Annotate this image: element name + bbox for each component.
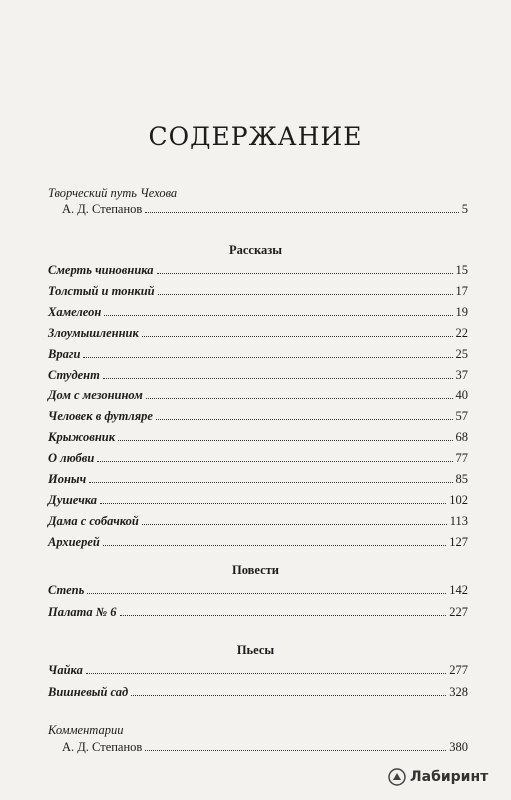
toc-entry xyxy=(48,425,468,445)
toc-entry xyxy=(48,467,468,487)
toc-entry xyxy=(48,258,468,278)
labirint-logo-icon xyxy=(388,768,406,786)
toc-entry xyxy=(48,658,468,678)
toc-entry-page: 57 xyxy=(455,409,468,424)
toc-entry-title: Толстый и тонкий xyxy=(48,283,155,298)
toc-entry-title: Палата № 6 xyxy=(48,604,117,619)
intro-heading: Творческий путь Чехова xyxy=(48,186,178,200)
dot-leader xyxy=(118,440,452,441)
toc-entry-title: Хамелеон xyxy=(48,304,102,319)
toc-entry-page: 68 xyxy=(455,430,468,445)
commentary-page: 380 xyxy=(449,740,468,754)
toc-entry-title: Злоумышленник xyxy=(48,325,139,340)
toc-entry-title: Архиерей xyxy=(48,534,100,549)
dot-leader xyxy=(145,212,458,213)
dot-leader xyxy=(87,593,446,594)
toc-entry-title: Вишневый сад xyxy=(48,684,129,699)
dot-leader xyxy=(104,315,452,316)
dot-leader xyxy=(103,378,453,379)
toc-entry-title: Смерть чиновника xyxy=(48,263,154,277)
toc-entry-title: Враги xyxy=(48,346,81,361)
toc-entry xyxy=(48,404,468,424)
dot-leader xyxy=(156,419,453,420)
intro-author: А. Д. Степанов xyxy=(62,202,143,216)
toc-entry xyxy=(48,446,468,466)
toc-entry xyxy=(48,321,468,341)
dot-leader xyxy=(145,750,446,751)
intro-page: 5 xyxy=(461,202,468,216)
dot-leader xyxy=(89,482,452,483)
toc-entry xyxy=(48,530,468,550)
commentary-entry xyxy=(62,735,468,755)
toc-entry-title: Душечка xyxy=(48,492,98,507)
toc-entry-page: 328 xyxy=(449,684,468,699)
toc-entry-page: 40 xyxy=(455,388,468,403)
toc-entry-title: Чайка xyxy=(48,663,83,677)
toc-entry-page: 77 xyxy=(455,451,468,466)
intro-entry xyxy=(62,197,468,217)
toc-entry-page: 85 xyxy=(455,472,468,486)
toc-entry-page: 15 xyxy=(455,263,468,277)
dot-leader xyxy=(142,336,453,337)
watermark-text: Лабиринт xyxy=(410,769,489,785)
dot-leader xyxy=(158,294,453,295)
toc-entry-title: Студент xyxy=(48,367,100,382)
dot-leader xyxy=(103,545,446,546)
commentary-heading: Комментарии xyxy=(48,723,124,737)
toc-entry xyxy=(48,342,468,362)
toc-entry xyxy=(48,279,468,299)
toc-entry-title: Дом с мезонином xyxy=(48,388,143,403)
toc-entry xyxy=(48,363,468,383)
toc-entry-page: 102 xyxy=(449,492,468,507)
toc-entry-page: 22 xyxy=(455,325,468,340)
toc-entry-title: Ионыч xyxy=(48,472,87,486)
toc-entry-page: 25 xyxy=(455,346,468,361)
dot-leader xyxy=(86,673,446,674)
section-heading-plays: Пьесы xyxy=(236,643,275,657)
toc-entry-title: О любви xyxy=(48,451,95,466)
toc-entry xyxy=(48,488,468,508)
toc-entry-title: Степь xyxy=(48,583,85,597)
toc-entry xyxy=(48,509,468,529)
dot-leader xyxy=(131,695,446,696)
toc-entry-page: 227 xyxy=(449,604,468,619)
dot-leader xyxy=(100,503,446,504)
toc-entry xyxy=(48,680,468,700)
dot-leader xyxy=(120,615,447,616)
dot-leader xyxy=(157,273,453,274)
toc-entry-title: Крыжовник xyxy=(48,430,116,445)
section-heading-stories: Рассказы xyxy=(228,243,283,257)
toc-entry-page: 37 xyxy=(455,367,468,382)
dot-leader xyxy=(146,398,453,399)
page-title: СОДЕРЖАНИЕ xyxy=(148,122,363,151)
section-heading-novellas: Повести xyxy=(231,563,279,577)
dot-leader xyxy=(142,524,447,525)
toc-entry xyxy=(48,600,468,620)
toc-entry-page: 277 xyxy=(449,663,468,677)
toc-entry-page: 142 xyxy=(449,583,468,597)
dot-leader xyxy=(83,357,452,358)
toc-entry-title: Человек в футляре xyxy=(48,409,153,424)
toc-entry xyxy=(48,578,468,598)
labirint-watermark xyxy=(388,768,488,786)
toc-entry-page: 17 xyxy=(455,283,468,298)
toc-entry-page: 113 xyxy=(449,513,468,528)
toc-entry xyxy=(48,300,468,320)
toc-entry xyxy=(48,383,468,403)
toc-entry-title: Дама с собачкой xyxy=(48,513,139,528)
toc-entry-page: 127 xyxy=(449,534,468,549)
dot-leader xyxy=(97,461,452,462)
commentary-author: А. Д. Степанов xyxy=(62,740,143,754)
toc-entry-page: 19 xyxy=(455,304,468,319)
